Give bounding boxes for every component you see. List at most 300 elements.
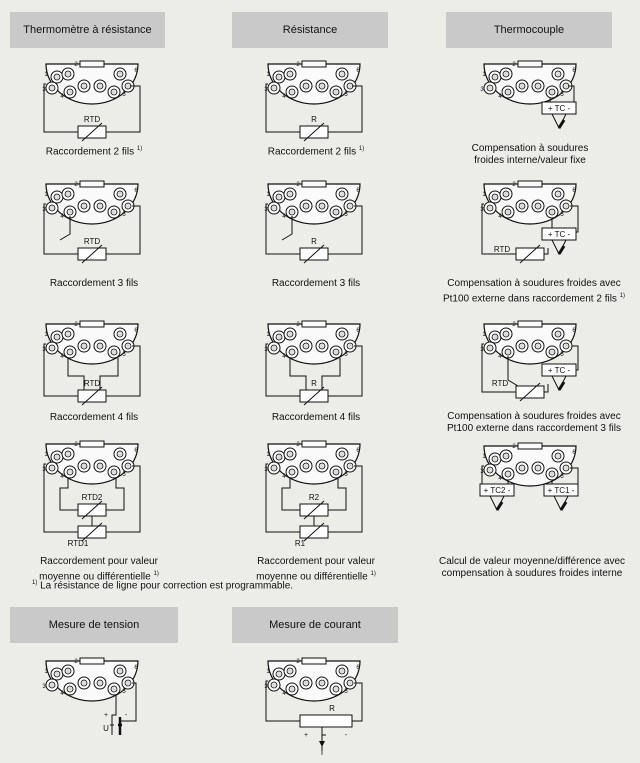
screw-head	[67, 349, 73, 355]
screw-terminal	[114, 68, 126, 80]
terminal-number: 4	[60, 354, 64, 360]
screw-head	[65, 668, 71, 674]
terminal-number: 3	[480, 207, 484, 213]
terminal-number: 1	[44, 332, 48, 338]
screw-head	[97, 680, 103, 686]
caption-res-3wire: Raccordement 3 fils	[271, 278, 361, 289]
screw-head	[65, 191, 71, 197]
terminal-number: 1	[266, 452, 270, 458]
screw-head	[271, 465, 277, 471]
caption-tc-internal: Compensation à soudures froides interne/valeur fixe	[471, 143, 589, 166]
screw-head	[503, 453, 509, 459]
screw-head	[65, 331, 71, 337]
screw-head	[67, 89, 73, 95]
footnote: $^{1)}$ La résistance de ligne pour correction est programmable.	[32, 580, 294, 592]
screw-head	[333, 349, 339, 355]
terminal-block-tab	[302, 441, 326, 447]
terminal-number: 3	[264, 87, 268, 93]
screw-head	[276, 74, 282, 80]
resistor	[300, 115, 328, 141]
screw-head	[303, 680, 309, 686]
screw-head	[549, 349, 555, 355]
screw-head	[339, 451, 345, 457]
terminal-number: 2	[296, 659, 300, 665]
screw-head	[287, 451, 293, 457]
terminal-block	[480, 181, 576, 224]
terminal-number: 4	[282, 354, 286, 360]
resistor-label-bottom: RTD1	[67, 539, 89, 548]
resistor	[300, 379, 328, 405]
terminal-number: 1	[44, 72, 48, 78]
terminal-number: 4	[498, 94, 502, 100]
screw-terminal	[316, 80, 328, 92]
screw-terminal	[268, 82, 280, 94]
screw-head	[117, 451, 123, 457]
screw-head	[347, 463, 353, 469]
screw-head	[503, 191, 509, 197]
terminal-block	[42, 61, 138, 104]
caption-rtd-2wire: Raccordement 2 fils $^{1)}$	[45, 146, 143, 158]
terminal-number: 4	[282, 94, 286, 100]
screw-terminal	[336, 188, 348, 200]
thermocouple	[544, 484, 578, 510]
screw-head	[555, 331, 561, 337]
screw-head	[339, 191, 345, 197]
terminal-number: 1	[44, 669, 48, 675]
thermocouple	[480, 484, 514, 510]
screw-terminal	[51, 668, 63, 680]
screw-terminal	[51, 71, 63, 83]
screw-head	[492, 194, 498, 200]
resistor-label: R	[311, 379, 317, 388]
resistor-label: R2	[308, 493, 320, 502]
terminal-number: 5	[560, 352, 564, 358]
minus-sign: -	[344, 732, 348, 739]
resistor-label: RTD	[83, 379, 101, 388]
tc-label: + TC -	[547, 230, 571, 239]
screw-terminal	[284, 188, 296, 200]
screw-head	[303, 83, 309, 89]
resistor-label: R	[311, 237, 317, 246]
header-voltage: Mesure de tension	[10, 607, 178, 643]
screw-terminal	[500, 450, 512, 462]
terminal-number: 4	[498, 354, 502, 360]
screw-terminal	[489, 331, 501, 343]
screw-terminal	[268, 679, 280, 691]
screw-terminal	[51, 331, 63, 343]
screw-terminal	[336, 328, 348, 340]
screw-terminal	[489, 71, 501, 83]
terminal-block	[480, 321, 576, 364]
screw-terminal	[78, 200, 90, 212]
terminal-block-tab	[80, 441, 104, 447]
screw-head	[487, 205, 493, 211]
screw-head	[505, 471, 511, 477]
terminal-number: 1	[482, 454, 486, 460]
screw-head	[97, 83, 103, 89]
terminal-number: 5	[560, 212, 564, 218]
screw-head	[339, 331, 345, 337]
terminal-number: 1	[44, 192, 48, 198]
diagram-tc-ext3	[478, 318, 582, 400]
tc-junction	[559, 120, 564, 128]
screw-terminal	[502, 206, 514, 218]
screw-head	[339, 668, 345, 674]
terminal-number: 5	[560, 474, 564, 480]
screw-head	[125, 463, 131, 469]
screw-head	[487, 85, 493, 91]
screw-terminal	[46, 679, 58, 691]
terminal-number: 6	[134, 188, 138, 194]
terminal-number: 1	[482, 192, 486, 198]
terminal-number: 2	[512, 182, 516, 188]
screw-terminal	[108, 683, 120, 695]
diagram-voltage	[40, 655, 144, 737]
screw-head	[505, 209, 511, 215]
screw-terminal	[108, 466, 120, 478]
caption-res-2wire: Raccordement 2 fils $^{1)}$	[267, 146, 365, 158]
diagram-rtd-3wire	[40, 178, 144, 260]
terminal-number: 1	[266, 192, 270, 198]
terminal-number: 6	[356, 328, 360, 334]
screw-terminal	[516, 340, 528, 352]
screw-head	[67, 469, 73, 475]
terminal-number: 6	[572, 328, 576, 334]
screw-terminal	[78, 80, 90, 92]
screw-terminal	[273, 451, 285, 463]
screw-head	[49, 465, 55, 471]
terminal-block-tab	[302, 61, 326, 67]
screw-head	[535, 465, 541, 471]
terminal-block-tab	[80, 658, 104, 664]
caption-res-avg: Raccordement pour valeur moyenne ou différentielle $^{1)}$	[256, 556, 376, 583]
screw-terminal	[552, 188, 564, 200]
caption-tc-avg: Calcul de valeur moyenne/différence avec compensation à soudures froides interne	[438, 556, 626, 579]
screw-terminal	[51, 191, 63, 203]
terminal-number: 4	[60, 691, 64, 697]
terminal-number: 1	[266, 332, 270, 338]
terminal-block-tab	[302, 658, 326, 664]
minus-sign: -	[124, 712, 128, 719]
current-source	[300, 704, 352, 757]
resistor-label: RTD2	[81, 493, 103, 502]
resistor-label: RTD	[491, 379, 509, 388]
screw-head	[492, 74, 498, 80]
screw-terminal	[489, 191, 501, 203]
resistor	[300, 237, 328, 263]
screw-head	[563, 343, 569, 349]
screw-terminal	[46, 82, 58, 94]
screw-head	[287, 668, 293, 674]
terminal-number: 2	[74, 442, 78, 448]
terminal-number: 3	[264, 467, 268, 473]
screw-terminal	[268, 342, 280, 354]
terminal-block-tab	[80, 61, 104, 67]
terminal-number: 3	[480, 87, 484, 93]
screw-head	[303, 343, 309, 349]
diagram-rtd-4wire	[40, 318, 144, 400]
terminal-block	[480, 443, 576, 486]
current-label: I	[320, 748, 324, 757]
terminal-number: 2	[74, 322, 78, 328]
screw-terminal	[330, 346, 342, 358]
terminal-number: 3	[42, 87, 46, 93]
terminal-block	[42, 441, 138, 484]
screw-terminal	[273, 331, 285, 343]
screw-terminal	[546, 468, 558, 480]
tc-junction	[559, 246, 564, 254]
screw-terminal	[300, 200, 312, 212]
diagram-tc-ext2	[478, 178, 582, 260]
shunt-label: R	[329, 704, 335, 713]
screw-head	[111, 209, 117, 215]
screw-terminal	[532, 200, 544, 212]
screw-terminal	[114, 665, 126, 677]
terminal-number: 1	[482, 332, 486, 338]
terminal-number: 2	[296, 442, 300, 448]
tc-label: + TC2 -	[483, 486, 511, 495]
screw-head	[125, 343, 131, 349]
terminal-block	[42, 321, 138, 364]
terminal-number: 3	[42, 467, 46, 473]
screw-head	[49, 345, 55, 351]
screw-terminal	[62, 68, 74, 80]
screw-terminal	[268, 462, 280, 474]
screw-head	[276, 194, 282, 200]
caption-tc-ext3: Compensation à soudures froides avec Pt100 externe dans raccordement 3 fils	[447, 411, 621, 434]
terminal-number: 5	[122, 472, 126, 478]
screw-head	[503, 71, 509, 77]
terminal-number: 5	[122, 689, 126, 695]
screw-head	[81, 203, 87, 209]
screw-terminal	[336, 665, 348, 677]
screw-terminal	[516, 200, 528, 212]
terminal-number: 5	[344, 92, 348, 98]
thermocouple	[542, 102, 576, 128]
tc-label: + TC -	[547, 366, 571, 375]
wire	[60, 478, 78, 510]
tc-junction	[561, 502, 566, 510]
screw-head	[347, 680, 353, 686]
diagram-current	[262, 655, 366, 755]
screw-head	[535, 203, 541, 209]
screw-head	[333, 686, 339, 692]
tc-label: + TC1 -	[547, 486, 575, 495]
wire	[544, 384, 548, 392]
screw-head	[65, 451, 71, 457]
terminal-number: 3	[42, 207, 46, 213]
screw-head	[111, 349, 117, 355]
caption-res-4wire: Raccordement 4 fils	[271, 412, 361, 423]
terminal-number: 4	[282, 474, 286, 480]
terminal-number: 2	[296, 62, 300, 68]
screw-head	[289, 469, 295, 475]
caption-rtd-4wire: Raccordement 4 fils	[49, 412, 139, 423]
screw-terminal	[546, 206, 558, 218]
screw-terminal	[114, 328, 126, 340]
screw-terminal	[300, 80, 312, 92]
diagram-res-avg	[262, 438, 366, 546]
terminal-number: 2	[296, 182, 300, 188]
screw-head	[339, 71, 345, 77]
screw-head	[111, 89, 117, 95]
resistor	[492, 379, 544, 401]
screw-terminal	[316, 677, 328, 689]
terminal-number: 3	[264, 207, 268, 213]
screw-terminal	[46, 202, 58, 214]
screw-head	[271, 682, 277, 688]
header-thermocouple: Thermocouple	[446, 12, 612, 48]
caption-tc-ext2: Compensation à soudures froides avec Pt100 externe dans raccordement 2 fils $^{1)}$	[442, 278, 626, 305]
screw-head	[117, 331, 123, 337]
screw-terminal	[284, 448, 296, 460]
terminal-block	[264, 658, 360, 701]
screw-terminal	[552, 328, 564, 340]
terminal-number: 3	[42, 347, 46, 353]
terminal-number: 6	[572, 450, 576, 456]
screw-terminal	[286, 683, 298, 695]
header-rtd: Thermomètre à résistance	[10, 12, 165, 48]
screw-terminal	[546, 86, 558, 98]
terminal-number: 5	[122, 212, 126, 218]
screw-head	[333, 209, 339, 215]
screw-terminal	[336, 448, 348, 460]
terminal-number: 6	[134, 448, 138, 454]
screw-terminal	[64, 683, 76, 695]
screw-terminal	[330, 466, 342, 478]
screw-terminal	[268, 202, 280, 214]
screw-terminal	[484, 82, 496, 94]
terminal-block-tab	[518, 61, 542, 67]
screw-terminal	[114, 448, 126, 460]
terminal-number: 2	[74, 659, 78, 665]
voltage-label: U	[103, 724, 109, 733]
screw-head	[319, 463, 325, 469]
screw-head	[287, 331, 293, 337]
screw-head	[319, 203, 325, 209]
screw-head	[287, 71, 293, 77]
resistor-label: RTD	[83, 115, 101, 124]
terminal-number: 5	[122, 92, 126, 98]
screw-terminal	[94, 677, 106, 689]
screw-head	[67, 209, 73, 215]
terminal-block	[480, 61, 576, 104]
screw-terminal	[516, 80, 528, 92]
screw-head	[303, 463, 309, 469]
terminal-number: 4	[60, 94, 64, 100]
screw-terminal	[484, 342, 496, 354]
screw-head	[289, 686, 295, 692]
screw-head	[519, 203, 525, 209]
terminal-number: 2	[512, 322, 516, 328]
diagram-tc-internal	[478, 58, 582, 140]
screw-head	[549, 89, 555, 95]
screw-head	[519, 465, 525, 471]
screw-terminal	[286, 466, 298, 478]
screw-terminal	[532, 340, 544, 352]
terminal-block	[264, 441, 360, 484]
screw-head	[289, 209, 295, 215]
screw-head	[97, 203, 103, 209]
screw-head	[519, 343, 525, 349]
caption-rtd-3wire: Raccordement 3 fils	[49, 278, 139, 289]
terminal-number: 5	[344, 472, 348, 478]
screw-terminal	[300, 460, 312, 472]
terminal-number: 6	[134, 328, 138, 334]
terminal-number: 2	[512, 62, 516, 68]
screw-terminal	[546, 346, 558, 358]
screw-head	[67, 686, 73, 692]
screw-terminal	[284, 328, 296, 340]
screw-head	[117, 668, 123, 674]
screw-head	[125, 203, 131, 209]
screw-head	[271, 85, 277, 91]
diagram-res-3wire	[262, 178, 366, 260]
terminal-number: 4	[60, 474, 64, 480]
screw-terminal	[62, 448, 74, 460]
tc-junction	[559, 382, 564, 390]
terminal-block-tab	[302, 181, 326, 187]
screw-terminal	[114, 188, 126, 200]
wire	[106, 478, 124, 510]
screw-terminal	[286, 86, 298, 98]
terminal-block-tab	[80, 181, 104, 187]
screw-terminal	[316, 200, 328, 212]
terminal-number: 6	[572, 188, 576, 194]
screw-head	[347, 343, 353, 349]
screw-terminal	[108, 346, 120, 358]
screw-head	[535, 83, 541, 89]
screw-terminal	[489, 453, 501, 465]
resistor-top	[78, 493, 106, 519]
wire	[282, 478, 300, 510]
screw-terminal	[286, 346, 298, 358]
screw-terminal	[284, 665, 296, 677]
diagram-rtd-2wire	[40, 58, 144, 140]
screw-terminal	[552, 450, 564, 462]
caption-rtd-avg: Raccordement pour valeur moyenne ou différentielle $^{1)}$	[39, 556, 159, 583]
wire	[544, 248, 548, 254]
screw-head	[54, 454, 60, 460]
screw-terminal	[46, 462, 58, 474]
current-arrow	[319, 741, 325, 747]
screw-head	[49, 85, 55, 91]
terminal-number: 4	[498, 214, 502, 220]
screw-head	[333, 469, 339, 475]
resistor-label: R	[311, 115, 317, 124]
screw-terminal	[516, 462, 528, 474]
resistor-label: RTD	[83, 237, 101, 246]
terminal-number: 6	[572, 68, 576, 74]
screw-terminal	[300, 340, 312, 352]
screw-head	[287, 191, 293, 197]
screw-terminal	[273, 71, 285, 83]
terminal-number: 1	[482, 72, 486, 78]
screw-head	[54, 194, 60, 200]
screw-head	[555, 191, 561, 197]
screw-terminal	[108, 86, 120, 98]
screw-terminal	[273, 191, 285, 203]
screw-head	[117, 191, 123, 197]
screw-head	[289, 89, 295, 95]
screw-head	[111, 469, 117, 475]
terminal-number: 3	[264, 347, 268, 353]
terminal-number: 4	[498, 476, 502, 482]
screw-terminal	[108, 206, 120, 218]
terminal-block	[264, 181, 360, 224]
screw-head	[289, 349, 295, 355]
screw-terminal	[532, 80, 544, 92]
